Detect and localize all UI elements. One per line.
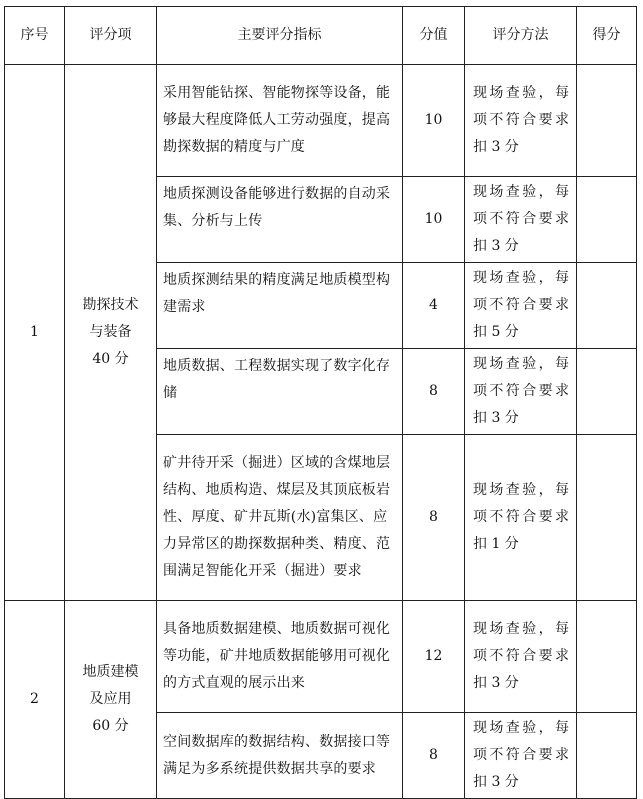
header-item: 评分项 <box>65 7 157 65</box>
indicator-cell: 地质探测结果的精度满足地质模型构建需求 <box>157 263 403 349</box>
header-row <box>5 7 637 65</box>
result-cell <box>577 263 637 349</box>
category-name-line-1: 勘探技术 <box>82 297 139 313</box>
method-cell <box>465 713 577 799</box>
result-cell <box>577 65 637 177</box>
result-cell <box>577 349 637 435</box>
category-points: 60 分 <box>92 718 129 734</box>
method-text: 现场查验，每项不符合要求扣 3 分 <box>473 184 569 254</box>
category-cell <box>65 65 157 601</box>
category-name-line-2: 与装备 <box>89 324 132 340</box>
header-seq: 序号 <box>5 7 65 65</box>
method-text: 现场查验，每项不符合要求扣 3 分 <box>473 85 569 155</box>
result-cell <box>577 177 637 263</box>
method-text: 现场查验，每项不符合要求扣 3 分 <box>473 720 569 790</box>
method-cell <box>465 263 577 349</box>
indicator-cell: 矿井待开采（掘进）区域的含煤地层结构、地质构造、煤层及其顶底板岩性、厚度、矿井瓦斯(水)富集区、应力异常区的勘探数据种类、精度、范围满足智能化开采（掘进）要求 <box>157 435 403 601</box>
method-cell <box>465 601 577 713</box>
seq-cell: 2 <box>5 601 65 799</box>
score-cell: 10 <box>403 65 465 177</box>
score-cell: 8 <box>403 435 465 601</box>
category-name-line-1: 地质建模 <box>82 664 139 680</box>
method-text: 现场查验，每项不符合要求扣 3 分 <box>473 621 569 691</box>
indicator-cell: 地质数据、工程数据实现了数字化存储 <box>157 349 403 435</box>
header-method: 评分方法 <box>465 7 577 65</box>
category-cell <box>65 601 157 799</box>
table-row <box>5 601 637 713</box>
header-result: 得分 <box>577 7 637 65</box>
indicator-cell: 采用智能钻探、智能物探等设备，能够最大程度降低人工劳动强度，提高勘探数据的精度与广度 <box>157 65 403 177</box>
score-cell: 10 <box>403 177 465 263</box>
method-cell <box>465 65 577 177</box>
scoring-table <box>4 6 637 799</box>
score-cell: 12 <box>403 601 465 713</box>
result-cell <box>577 713 637 799</box>
indicator-cell: 具备地质数据建模、地质数据可视化等功能，矿井地质数据能够用可视化的方式直观的展示出来 <box>157 601 403 713</box>
method-text: 现场查验，每项不符合要求扣 1 分 <box>473 482 569 552</box>
category-points: 40 分 <box>92 351 129 367</box>
result-cell <box>577 435 637 601</box>
indicator-cell: 空间数据库的数据结构、数据接口等满足为多系统提供数据共享的要求 <box>157 713 403 799</box>
indicator-cell: 地质探测设备能够进行数据的自动采集、分析与上传 <box>157 177 403 263</box>
table-row <box>5 65 637 177</box>
category-name-line-2: 及应用 <box>89 691 132 707</box>
method-cell <box>465 177 577 263</box>
method-text: 现场查验，每项不符合要求扣 5 分 <box>473 270 569 340</box>
seq-cell: 1 <box>5 65 65 601</box>
score-cell: 8 <box>403 713 465 799</box>
header-indicator: 主要评分指标 <box>157 7 403 65</box>
score-cell: 4 <box>403 263 465 349</box>
header-score: 分值 <box>403 7 465 65</box>
method-text: 现场查验，每项不符合要求扣 3 分 <box>473 356 569 426</box>
method-cell <box>465 349 577 435</box>
score-cell: 8 <box>403 349 465 435</box>
result-cell <box>577 601 637 713</box>
method-cell <box>465 435 577 601</box>
